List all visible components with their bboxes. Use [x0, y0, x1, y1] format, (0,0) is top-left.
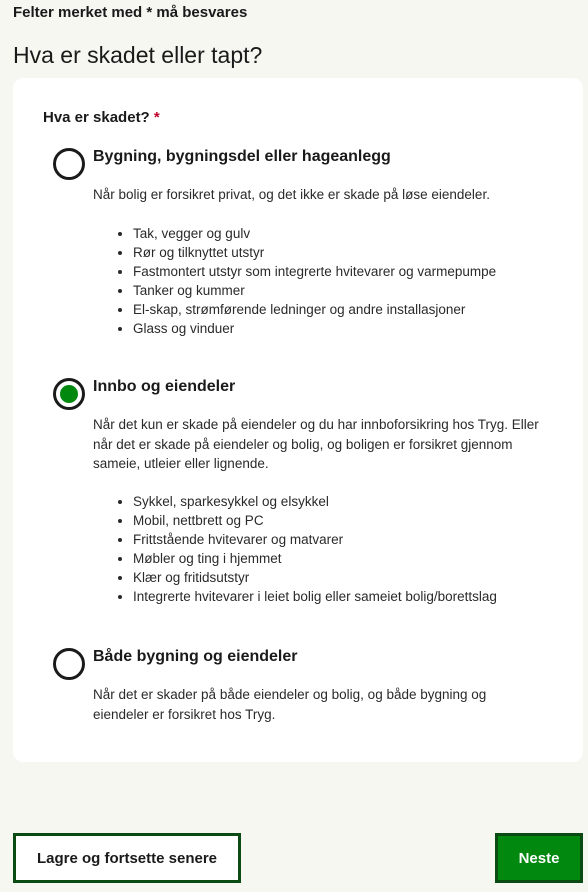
radio-building[interactable]: [53, 148, 85, 180]
option-contents-list: [93, 492, 497, 606]
list-item: • Klær og fritidsutstyr: [133, 568, 497, 587]
option-contents-description: Når det kun er skade på eiendeler og du har innboforsikring hos Tryg. Eller når det er skade på eiendeler og bolig, og boligen er forsikret gjennom sameie, utleier eller lignende.: [93, 417, 539, 471]
damage-type-card: [13, 78, 583, 762]
option-both-label[interactable]: Både bygning og eiendeler: [93, 648, 298, 665]
option-building-list: [93, 224, 496, 338]
list-item: • Fastmontert utstyr som integrerte hvitevarer og varmepumpe: [133, 262, 496, 281]
list-item: • El-skap, strømførende ledninger og andre installasjoner: [133, 300, 496, 319]
option-building-description: Når bolig er forsikret privat, og det ikke er skade på løse eiendeler.: [93, 187, 490, 202]
radio-both[interactable]: [53, 648, 85, 680]
page-title: Hva er skadet eller tapt?: [13, 42, 263, 68]
list-item: • Mobil, nettbrett og PC: [133, 511, 497, 530]
option-both-description: Når det er skader på både eiendeler og bolig, og både bygning og eiendeler er forsikret hos Tryg.: [93, 687, 487, 722]
list-item: • Glass og vinduer: [133, 319, 496, 338]
list-item: • Tanker og kummer: [133, 281, 496, 300]
option-contents-label[interactable]: Innbo og eiendeler: [93, 378, 236, 395]
radio-contents[interactable]: [53, 378, 85, 410]
question-text: Hva er skadet?: [43, 109, 150, 126]
radio-selected-dot: [60, 385, 78, 403]
question-label: [43, 109, 160, 126]
required-fields-note: Felter merket med * må besvares: [13, 4, 248, 21]
list-item: • Tak, vegger og gulv: [133, 224, 496, 243]
next-button[interactable]: Neste: [495, 833, 583, 883]
option-building-label[interactable]: Bygning, bygningsdel eller hageanlegg: [93, 148, 391, 165]
list-item: • Møbler og ting i hjemmet: [133, 549, 497, 568]
list-item: • Sykkel, sparkesykkel og elsykkel: [133, 492, 497, 511]
list-item: • Frittstående hvitevarer og matvarer: [133, 530, 497, 549]
save-and-continue-later-button[interactable]: Lagre og fortsette senere: [13, 833, 241, 883]
required-asterisk: *: [153, 109, 160, 126]
list-item: • Rør og tilknyttet utstyr: [133, 243, 496, 262]
list-item: • Integrerte hvitevarer i leiet bolig eller sameiet bolig/borettslag: [133, 587, 497, 606]
